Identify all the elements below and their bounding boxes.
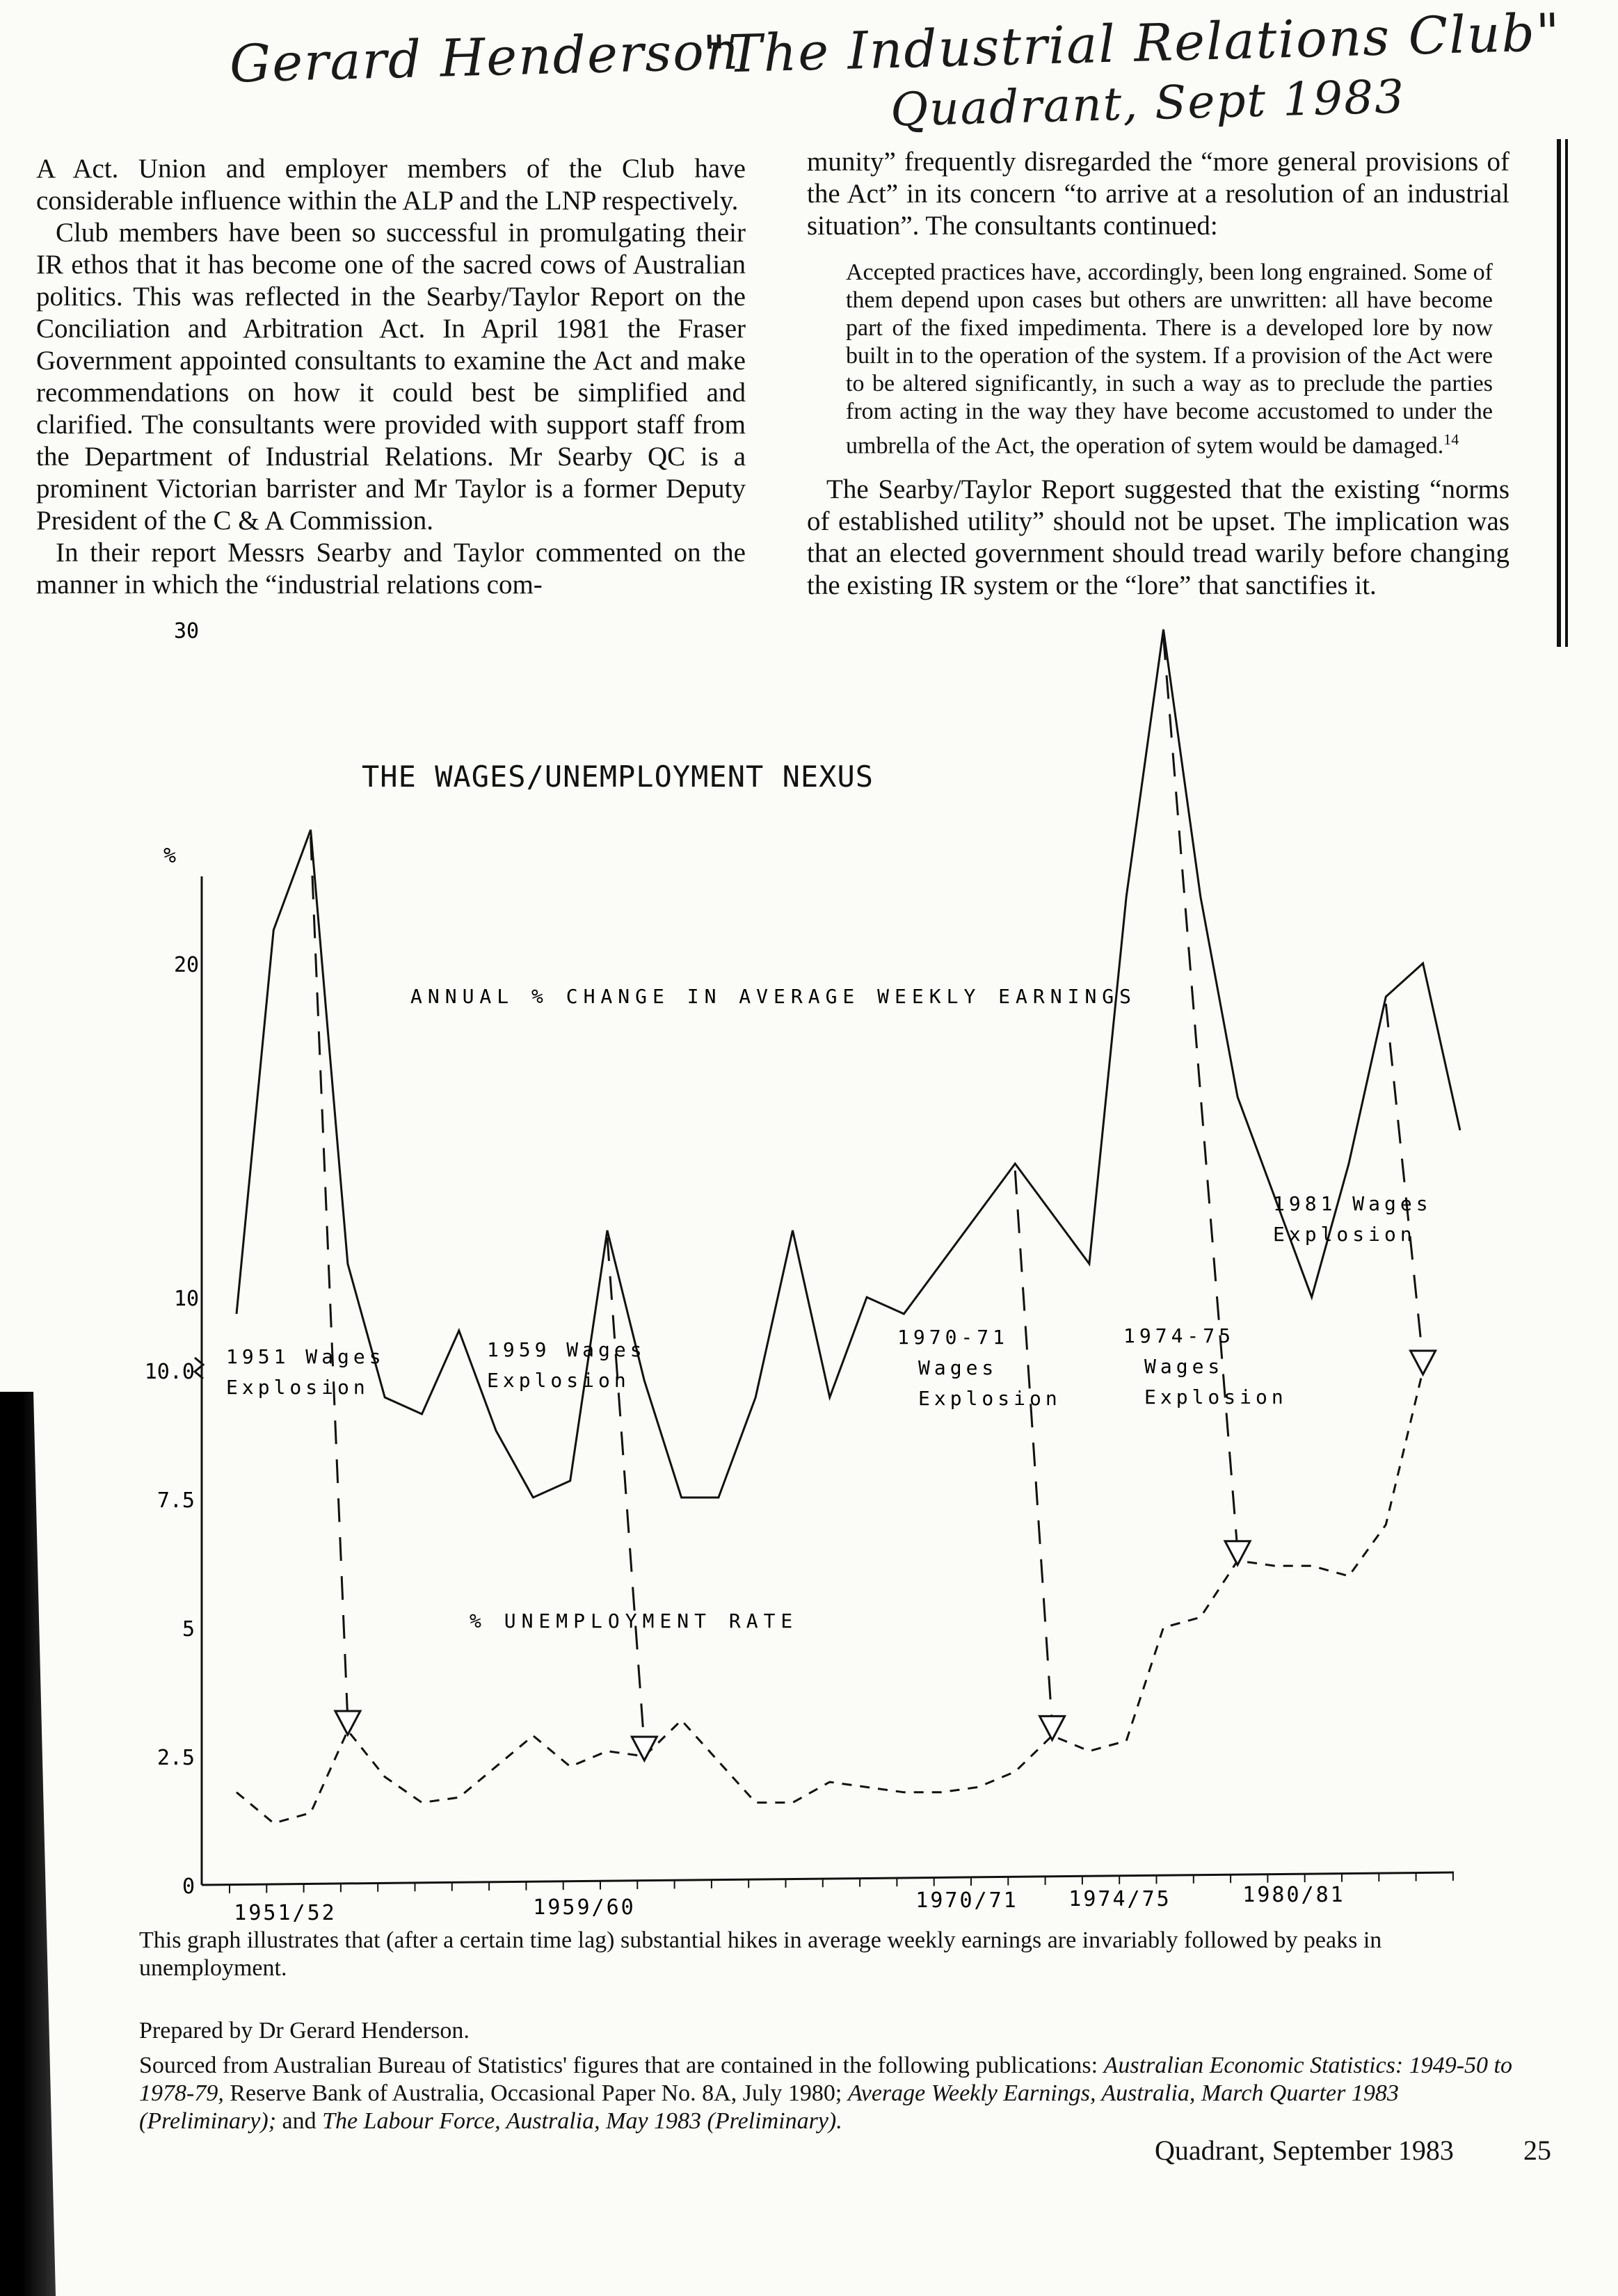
block-quote (846, 259, 1493, 460)
quote-text: Accepted practices have, accordingly, been long engrained. Some of them depend upon cases but others are unwritten: all have become part of the fixed impedimenta. There is a developed lore by now built in to the operation of the system. If a provision of the Act were to be altered significantly, in such a way as to preclude the parties from acting in the way they have become accustomed to under the umbrella of the Act, the operation of sytem would be damaged. (846, 259, 1493, 459)
prepared-by: Prepared by Dr Gerard Henderson. (139, 2018, 470, 2044)
lag-arrow (311, 837, 348, 1721)
y-tick-label: 30 (174, 619, 200, 643)
paragraph: The Searby/Taylor Report suggested that the existing “norms of established utility” should not be upset. The implication was that an elected government should tread warily before changing the existing IR system or the “lore” that sanctifies it. (807, 474, 1509, 601)
sources-note (139, 2052, 1516, 2135)
unemployment-line (237, 1370, 1423, 1823)
paragraph: munity” frequently disregarded the “more general provisions of the Act” in its concern “to arrive at a resolution of an industrial situation”. The consultants continued: (807, 147, 1509, 241)
annotation-label: 1974-75 Wages Explosion (1123, 1324, 1288, 1408)
annotation-label: 1981 Wages Explosion (1273, 1192, 1432, 1246)
conjunction: and (282, 2108, 317, 2134)
handwritten-source: Quadrant, Sept 1983 (890, 70, 1406, 137)
lag-arrow (1164, 636, 1238, 1551)
annotation-label: 1951 Wages Explosion (226, 1345, 385, 1399)
x-tick-label: 1951/52 (234, 1901, 337, 1925)
lag-arrow (607, 1237, 644, 1747)
y-tick-label: 5 (182, 1617, 195, 1641)
y-tick-label: 10 (174, 1287, 200, 1311)
y-tick-label: 7.5 (157, 1488, 195, 1513)
chart-arrows (311, 636, 1436, 1760)
publication: Average Weekly Earnings, Australia, March Quarter 1983 (Preliminary); (139, 2080, 1399, 2134)
sources-lead: Sourced from Australian Bureau of Statistics' figures that are contained in the following publications: (139, 2053, 1098, 2078)
arrow-head (632, 1737, 657, 1760)
arrow-head (1225, 1541, 1250, 1565)
lag-arrow (1015, 1171, 1052, 1726)
y-tick-label: 2.5 (157, 1746, 195, 1770)
footer-journal: Quadrant, September 1983 (1155, 2135, 1454, 2166)
paragraph: Club members have been so successful in promulgating their IR ethos that it has become one of the sacred cows of Australian politics. This was reflected in the Searby/Taylor Report on the Conciliation and Arbitration Act. In April 1981 the Fraser Government appointed consultants to examine the Act and make recommendations on how it could best be simplified and clarified. The consultants were provided with support staff from the Department of Industrial Relations. Mr Searby QC is a prominent Victorian barrister and Mr Taylor is a former Deputy President of the C & A Commission. (36, 218, 746, 536)
paragraph: In their report Messrs Searby and Taylor commented on the manner in which the “industrial relations com- (36, 538, 746, 600)
annotation-label: 1959 Wages Explosion (487, 1338, 646, 1392)
arrow-head (335, 1711, 360, 1735)
publication: The Labour Force, Australia, May 1983 (Preliminary). (322, 2108, 842, 2134)
x-tick-label: 1974/75 (1068, 1887, 1171, 1911)
page-number: 25 (1523, 2135, 1551, 2166)
handwritten-title: "The Industrial Relations Club" (702, 2, 1562, 86)
left-column (36, 153, 746, 601)
arrow-head (1040, 1716, 1065, 1740)
publication: Australian Economic Statistics: 1949-50 to 1978-79, (139, 2053, 1512, 2106)
series-label: ANNUAL % CHANGE IN AVERAGE WEEKLY EARNINGS (410, 985, 1137, 1008)
arrow-head (1411, 1351, 1436, 1374)
x-tick-label: 1970/71 (915, 1888, 1018, 1913)
y-axis-unit: % (163, 844, 177, 868)
y-tick-label: 10.0 (144, 1360, 195, 1384)
chart-labels (163, 844, 1432, 1632)
publication: Reserve Bank of Australia, Occasional Paper No. 8A, July 1980; (230, 2080, 842, 2106)
y-tick-label: 20 (174, 953, 200, 977)
annotation-label: 1970-71 Wages Explosion (897, 1326, 1062, 1410)
chart-axes (195, 876, 1454, 1885)
y-tick-label: 0 (182, 1874, 195, 1899)
chart-title: THE WAGES/UNEMPLOYMENT NEXUS (362, 760, 874, 794)
chart-caption: This graph illustrates that (after a certain time lag) substantial hikes in average weekly earnings are invariably followed by peaks in unemployment. (139, 1927, 1382, 1981)
x-tick-label: 1959/60 (533, 1895, 636, 1920)
x-tick-label: 1980/81 (1242, 1883, 1345, 1907)
right-column (807, 146, 1509, 602)
series-label: % UNEMPLOYMENT RATE (470, 1609, 799, 1632)
chart-ticks (145, 619, 1453, 1925)
paragraph: A Act. Union and employer members of the Club have considerable influence within the ALP and the LNP respectively. (36, 154, 746, 216)
handwritten-author: Gerard Henderson (229, 21, 741, 95)
footnote-ref: 14 (1443, 431, 1459, 448)
margin-bar (1557, 139, 1561, 647)
lag-arrow (1386, 1004, 1423, 1360)
margin-bar (1565, 139, 1568, 647)
